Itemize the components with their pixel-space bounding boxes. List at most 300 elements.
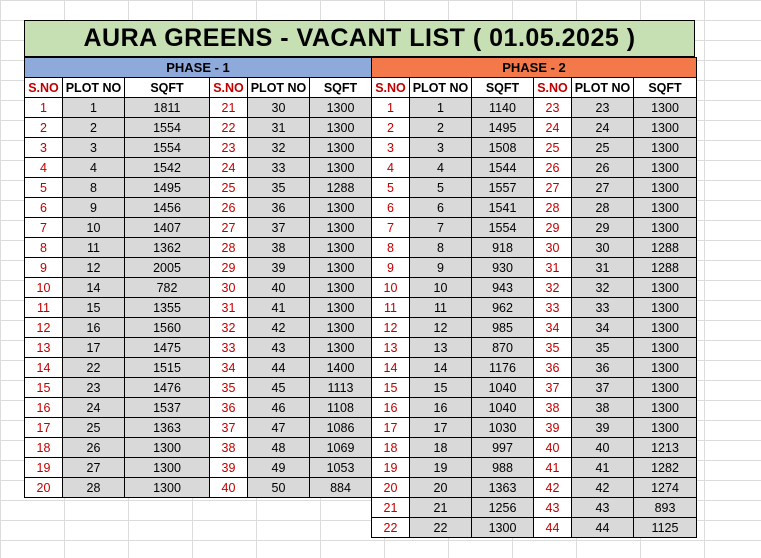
plot-no-cell: 31 (248, 118, 310, 138)
sno-cell: 11 (25, 298, 63, 318)
plot-no-cell: 4 (410, 158, 472, 178)
sqft-cell: 1476 (125, 378, 210, 398)
sqft-cell: 1300 (634, 138, 697, 158)
sno-cell: 23 (534, 98, 572, 118)
sqft-cell: 1537 (125, 398, 210, 418)
plot-no-cell: 26 (63, 438, 125, 458)
sqft-cell: 1300 (634, 278, 697, 298)
sqft-cell: 1300 (634, 338, 697, 358)
sqft-cell: 918 (472, 238, 534, 258)
plot-no-cell: 35 (248, 178, 310, 198)
sno-cell: 27 (534, 178, 572, 198)
sno-cell: 6 (25, 198, 63, 218)
sno-cell: 20 (372, 478, 410, 498)
sno-cell: 39 (534, 418, 572, 438)
plot-no-cell: 7 (410, 218, 472, 238)
sqft-cell: 1407 (125, 218, 210, 238)
plot-no-cell: 8 (63, 178, 125, 198)
sno-cell: 24 (534, 118, 572, 138)
sno-cell: 42 (534, 478, 572, 498)
plot-no-cell: 17 (410, 418, 472, 438)
plot-no-cell: 40 (248, 278, 310, 298)
sqft-cell: 962 (472, 298, 534, 318)
sno-cell: 34 (210, 358, 248, 378)
plot-no-cell: 22 (63, 358, 125, 378)
sno-cell: 23 (210, 138, 248, 158)
sqft-cell: 1355 (125, 298, 210, 318)
plot-no-cell: 27 (572, 178, 634, 198)
sno-cell: 4 (25, 158, 63, 178)
sqft-cell: 1300 (634, 358, 697, 378)
table-row (25, 378, 372, 398)
table-row (372, 218, 697, 238)
sno-cell: 30 (210, 278, 248, 298)
plot-no-cell: 44 (248, 358, 310, 378)
sqft-cell: 1300 (310, 98, 372, 118)
sqft-header: SQFT (310, 78, 372, 98)
sno-cell: 1 (372, 98, 410, 118)
plot-no-cell: 24 (572, 118, 634, 138)
plot-no-cell: 30 (572, 238, 634, 258)
sno-cell: 22 (210, 118, 248, 138)
plot-no-cell: 39 (572, 418, 634, 438)
plot-no-cell: 37 (572, 378, 634, 398)
table-row (25, 98, 372, 118)
plot-no-cell: 35 (572, 338, 634, 358)
plot-no-cell: 39 (248, 258, 310, 278)
table-row (25, 138, 372, 158)
table-row (372, 378, 697, 398)
sqft-cell: 1176 (472, 358, 534, 378)
table-row (25, 298, 372, 318)
plot-no-cell: 30 (248, 98, 310, 118)
plot-no-cell: 3 (63, 138, 125, 158)
sqft-cell: 1300 (634, 298, 697, 318)
plot-no-cell: 18 (410, 438, 472, 458)
sno-cell: 16 (25, 398, 63, 418)
sqft-cell: 1363 (125, 418, 210, 438)
sqft-cell: 1508 (472, 138, 534, 158)
table-row (25, 178, 372, 198)
table-row (372, 338, 697, 358)
sqft-cell: 1456 (125, 198, 210, 218)
sno-cell: 6 (372, 198, 410, 218)
table-row (372, 278, 697, 298)
sno-cell: 8 (372, 238, 410, 258)
plot-no-cell: 33 (572, 298, 634, 318)
sqft-cell: 1554 (125, 138, 210, 158)
sno-cell: 5 (25, 178, 63, 198)
sqft-cell: 1560 (125, 318, 210, 338)
sqft-cell: 1108 (310, 398, 372, 418)
plot-no-cell: 27 (63, 458, 125, 478)
plot-no-cell: 44 (572, 518, 634, 538)
sno-cell: 4 (372, 158, 410, 178)
plot-no-cell: 16 (63, 318, 125, 338)
sno-cell: 39 (210, 458, 248, 478)
sqft-cell: 1282 (634, 458, 697, 478)
sno-cell: 30 (534, 238, 572, 258)
sqft-cell: 1040 (472, 398, 534, 418)
plot-no-cell: 9 (63, 198, 125, 218)
sqft-cell: 1300 (634, 98, 697, 118)
phase-2-title: PHASE - 2 (372, 58, 697, 78)
sno-cell: 17 (25, 418, 63, 438)
plot-no-cell: 24 (63, 398, 125, 418)
table-row (372, 358, 697, 378)
sno-cell: 34 (534, 318, 572, 338)
sno-cell: 37 (210, 418, 248, 438)
plot-no-cell: 11 (63, 238, 125, 258)
plot-no-cell: 46 (248, 398, 310, 418)
plot-no-cell: 29 (572, 218, 634, 238)
table-row (25, 358, 372, 378)
sno-cell: 33 (534, 298, 572, 318)
sno-cell: 21 (210, 98, 248, 118)
sno-cell: 16 (372, 398, 410, 418)
plot-no-cell: 43 (572, 498, 634, 518)
phase-1-rows (25, 98, 372, 498)
plot-no-cell: 28 (572, 198, 634, 218)
sno-cell: 13 (25, 338, 63, 358)
plot-no-cell: 37 (248, 218, 310, 238)
table-row (372, 518, 697, 538)
sno-cell: 12 (25, 318, 63, 338)
sno-cell: 12 (372, 318, 410, 338)
plot-no-cell: 40 (572, 438, 634, 458)
table-row (25, 238, 372, 258)
sqft-cell: 1554 (472, 218, 534, 238)
sno-cell: 14 (372, 358, 410, 378)
sqft-cell: 1300 (634, 178, 697, 198)
sno-cell: 31 (210, 298, 248, 318)
sqft-cell: 782 (125, 278, 210, 298)
sno-cell: 10 (25, 278, 63, 298)
plot-no-cell: 25 (63, 418, 125, 438)
plot-no-cell: 49 (248, 458, 310, 478)
sqft-cell: 1300 (310, 318, 372, 338)
sno-cell: 32 (534, 278, 572, 298)
sno-cell: 36 (534, 358, 572, 378)
plot-no-cell: 26 (572, 158, 634, 178)
sqft-cell: 1256 (472, 498, 534, 518)
table-row (372, 98, 697, 118)
table-row (25, 478, 372, 498)
sno-cell: 3 (372, 138, 410, 158)
plot-no-cell: 33 (248, 158, 310, 178)
sqft-cell: 1274 (634, 478, 697, 498)
plot-no-header: PLOT NO (410, 78, 472, 98)
plot-no-cell: 23 (63, 378, 125, 398)
sno-cell: 29 (534, 218, 572, 238)
sno-cell: 9 (25, 258, 63, 278)
sno-cell: 38 (534, 398, 572, 418)
sqft-cell: 1300 (310, 258, 372, 278)
plot-no-cell: 1 (410, 98, 472, 118)
table-row (372, 178, 697, 198)
table-row (372, 198, 697, 218)
plot-no-cell: 17 (63, 338, 125, 358)
sqft-cell: 1300 (310, 278, 372, 298)
plot-no-header: PLOT NO (63, 78, 125, 98)
sqft-cell: 1300 (310, 198, 372, 218)
plot-no-cell: 28 (63, 478, 125, 498)
plot-no-cell: 12 (63, 258, 125, 278)
sno-cell: 7 (25, 218, 63, 238)
sqft-cell: 1495 (125, 178, 210, 198)
sqft-cell: 1300 (310, 138, 372, 158)
sno-cell: 26 (534, 158, 572, 178)
plot-no-cell: 10 (63, 218, 125, 238)
sno-header: S.NO (25, 78, 63, 98)
sno-cell: 35 (210, 378, 248, 398)
sno-cell: 18 (25, 438, 63, 458)
plot-no-header: PLOT NO (572, 78, 634, 98)
sqft-cell: 884 (310, 478, 372, 498)
sqft-cell: 1213 (634, 438, 697, 458)
sqft-cell: 1557 (472, 178, 534, 198)
plot-no-cell: 20 (410, 478, 472, 498)
sqft-cell: 1300 (310, 218, 372, 238)
table-row (25, 418, 372, 438)
plot-no-cell: 12 (410, 318, 472, 338)
sno-cell: 21 (372, 498, 410, 518)
table-row (372, 318, 697, 338)
sno-cell: 36 (210, 398, 248, 418)
sqft-cell: 1300 (634, 118, 697, 138)
sqft-header: SQFT (125, 78, 210, 98)
sno-cell: 24 (210, 158, 248, 178)
table-row (372, 238, 697, 258)
sno-cell: 43 (534, 498, 572, 518)
sno-cell: 18 (372, 438, 410, 458)
sno-cell: 40 (534, 438, 572, 458)
sqft-cell: 1544 (472, 158, 534, 178)
sno-cell: 14 (25, 358, 63, 378)
sqft-cell: 893 (634, 498, 697, 518)
table-row (372, 118, 697, 138)
table-row (372, 298, 697, 318)
sqft-cell: 1288 (634, 238, 697, 258)
sqft-cell: 1542 (125, 158, 210, 178)
plot-no-cell: 16 (410, 398, 472, 418)
sqft-cell: 1300 (310, 298, 372, 318)
table-row (25, 258, 372, 278)
sno-cell: 29 (210, 258, 248, 278)
sno-cell: 26 (210, 198, 248, 218)
sqft-cell: 1400 (310, 358, 372, 378)
sno-header: S.NO (210, 78, 248, 98)
sqft-cell: 1554 (125, 118, 210, 138)
sqft-cell: 1300 (310, 238, 372, 258)
table-row (25, 398, 372, 418)
sno-cell: 19 (372, 458, 410, 478)
sqft-cell: 1300 (310, 338, 372, 358)
sqft-cell: 1300 (125, 438, 210, 458)
sno-cell: 28 (534, 198, 572, 218)
table-row (372, 398, 697, 418)
plot-no-cell: 19 (410, 458, 472, 478)
sqft-cell: 1300 (310, 118, 372, 138)
plot-no-cell: 42 (572, 478, 634, 498)
table-row (372, 498, 697, 518)
sno-cell: 9 (372, 258, 410, 278)
sqft-cell: 1300 (634, 158, 697, 178)
sno-cell: 15 (372, 378, 410, 398)
plot-no-cell: 5 (410, 178, 472, 198)
sqft-cell: 1541 (472, 198, 534, 218)
plot-no-header: PLOT NO (248, 78, 310, 98)
sqft-cell: 997 (472, 438, 534, 458)
sqft-cell: 1069 (310, 438, 372, 458)
plot-no-cell: 50 (248, 478, 310, 498)
plot-no-cell: 31 (572, 258, 634, 278)
sno-cell: 25 (210, 178, 248, 198)
plot-no-cell: 1 (63, 98, 125, 118)
table-row (25, 118, 372, 138)
plot-no-cell: 14 (410, 358, 472, 378)
plot-no-cell: 9 (410, 258, 472, 278)
plot-no-cell: 15 (63, 298, 125, 318)
sqft-cell: 1300 (634, 418, 697, 438)
sno-cell: 20 (25, 478, 63, 498)
plot-no-cell: 45 (248, 378, 310, 398)
phase-2-rows (372, 98, 697, 538)
sqft-cell: 1300 (634, 318, 697, 338)
sno-cell: 5 (372, 178, 410, 198)
sqft-cell: 870 (472, 338, 534, 358)
sno-cell: 19 (25, 458, 63, 478)
sno-cell: 44 (534, 518, 572, 538)
table-row (25, 278, 372, 298)
sqft-cell: 2005 (125, 258, 210, 278)
plot-no-cell: 42 (248, 318, 310, 338)
table-row (372, 458, 697, 478)
sqft-cell: 1300 (310, 158, 372, 178)
plot-no-cell: 2 (410, 118, 472, 138)
sno-cell: 25 (534, 138, 572, 158)
plot-no-cell: 47 (248, 418, 310, 438)
sno-cell: 28 (210, 238, 248, 258)
sqft-cell: 985 (472, 318, 534, 338)
plot-no-cell: 34 (572, 318, 634, 338)
plot-no-cell: 41 (572, 458, 634, 478)
phase-2-table (371, 57, 697, 538)
sqft-cell: 1300 (634, 378, 697, 398)
table-row (372, 438, 697, 458)
sno-cell: 2 (372, 118, 410, 138)
plot-no-cell: 32 (572, 278, 634, 298)
sqft-cell: 1811 (125, 98, 210, 118)
sqft-cell: 1475 (125, 338, 210, 358)
sqft-cell: 1300 (634, 198, 697, 218)
phase-1-title: PHASE - 1 (25, 58, 372, 78)
sno-cell: 32 (210, 318, 248, 338)
plot-no-cell: 36 (248, 198, 310, 218)
sno-cell: 22 (372, 518, 410, 538)
sqft-cell: 1086 (310, 418, 372, 438)
sno-cell: 31 (534, 258, 572, 278)
plot-no-cell: 6 (410, 198, 472, 218)
plot-no-cell: 22 (410, 518, 472, 538)
table-row (25, 338, 372, 358)
plot-no-cell: 43 (248, 338, 310, 358)
sno-cell: 17 (372, 418, 410, 438)
sqft-cell: 1040 (472, 378, 534, 398)
sqft-header: SQFT (472, 78, 534, 98)
sqft-cell: 1288 (310, 178, 372, 198)
table-row (372, 138, 697, 158)
sqft-cell: 1495 (472, 118, 534, 138)
table-row (25, 438, 372, 458)
sqft-cell: 1515 (125, 358, 210, 378)
sqft-cell: 1300 (125, 458, 210, 478)
sno-cell: 13 (372, 338, 410, 358)
table-row (25, 318, 372, 338)
plot-no-cell: 13 (410, 338, 472, 358)
plot-no-cell: 4 (63, 158, 125, 178)
sno-cell: 37 (534, 378, 572, 398)
sno-cell: 15 (25, 378, 63, 398)
sqft-cell: 1113 (310, 378, 372, 398)
sno-cell: 38 (210, 438, 248, 458)
plot-no-cell: 48 (248, 438, 310, 458)
table-row (372, 478, 697, 498)
sqft-cell: 988 (472, 458, 534, 478)
plot-no-cell: 11 (410, 298, 472, 318)
sno-cell: 41 (534, 458, 572, 478)
sqft-cell: 1300 (125, 478, 210, 498)
sno-cell: 7 (372, 218, 410, 238)
plot-no-cell: 25 (572, 138, 634, 158)
sqft-cell: 1288 (634, 258, 697, 278)
plot-no-cell: 41 (248, 298, 310, 318)
sqft-cell: 1363 (472, 478, 534, 498)
sno-cell: 35 (534, 338, 572, 358)
plot-no-cell: 2 (63, 118, 125, 138)
plot-no-cell: 3 (410, 138, 472, 158)
sno-header: S.NO (534, 78, 572, 98)
table-row (372, 418, 697, 438)
plot-no-cell: 15 (410, 378, 472, 398)
sno-cell: 8 (25, 238, 63, 258)
plot-no-cell: 38 (248, 238, 310, 258)
plot-no-cell: 36 (572, 358, 634, 378)
sqft-cell: 1140 (472, 98, 534, 118)
sqft-cell: 1030 (472, 418, 534, 438)
sno-cell: 2 (25, 118, 63, 138)
phase-1-table (24, 57, 372, 498)
table-row (25, 458, 372, 478)
plot-no-cell: 10 (410, 278, 472, 298)
table-row (25, 158, 372, 178)
plot-no-cell: 14 (63, 278, 125, 298)
plot-no-cell: 21 (410, 498, 472, 518)
table-row (25, 218, 372, 238)
plot-no-cell: 32 (248, 138, 310, 158)
sno-cell: 1 (25, 98, 63, 118)
sno-cell: 3 (25, 138, 63, 158)
plot-no-cell: 38 (572, 398, 634, 418)
page-title: AURA GREENS - VACANT LIST ( 01.05.2025 ) (24, 20, 695, 57)
sno-cell: 10 (372, 278, 410, 298)
table-row (25, 198, 372, 218)
plot-no-cell: 8 (410, 238, 472, 258)
sno-cell: 33 (210, 338, 248, 358)
sqft-cell: 1300 (634, 218, 697, 238)
table-row (372, 158, 697, 178)
sqft-cell: 1300 (472, 518, 534, 538)
